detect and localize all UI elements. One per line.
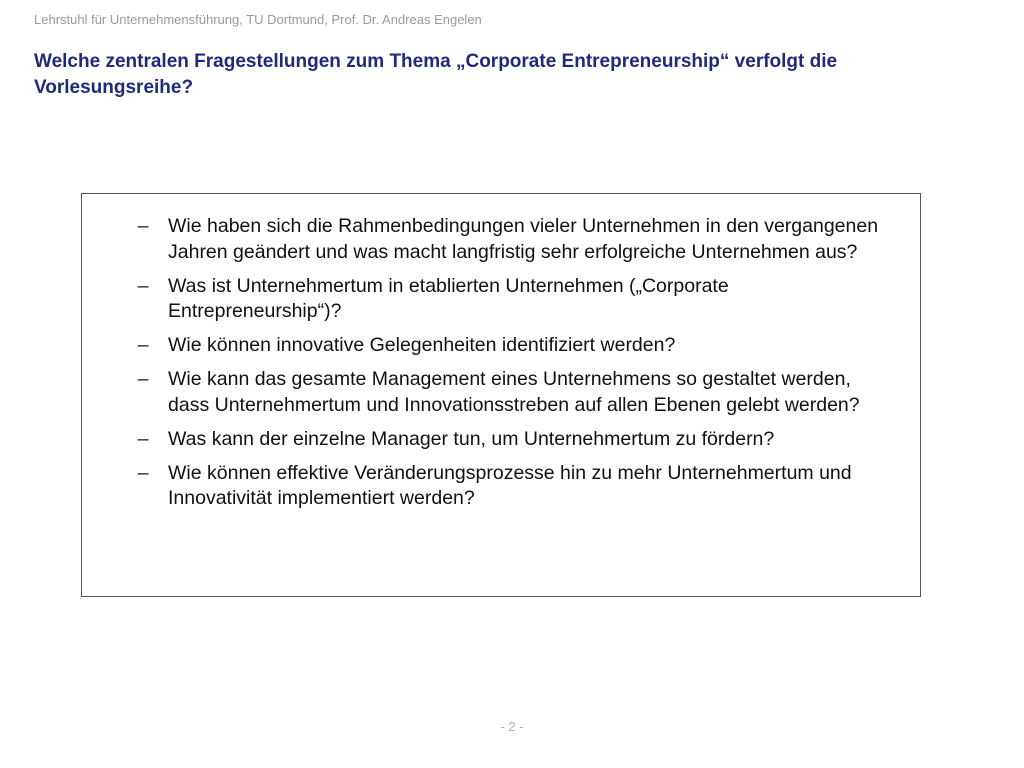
- dash-bullet-icon: –: [137, 368, 149, 390]
- question-text: Was kann der einzelne Manager tun, um Unternehmertum zu fördern?: [168, 427, 775, 450]
- list-item: [136, 427, 896, 453]
- list-item: [136, 333, 896, 359]
- question-text: Wie können effektive Veränderungsprozesse hin zu mehr Unternehmertum und Innovativität implementiert werden?: [168, 461, 852, 509]
- dash-bullet-icon: –: [137, 427, 149, 450]
- question-text: Wie kann das gesamte Management eines Unternehmens so gestaltet werden, dass Unternehmertum und Innovationsstreben auf allen Ebenen gelebt werden?: [168, 368, 860, 416]
- question-list: [136, 214, 896, 512]
- question-text: Wie können innovative Gelegenheiten identifiziert werden?: [168, 334, 676, 356]
- slide-title: Welche zentralen Fragestellungen zum Thema „Corporate Entrepreneurship“ verfolgt die Vorlesungsreihe?: [34, 51, 838, 98]
- dash-bullet-icon: –: [137, 461, 149, 484]
- dash-bullet-icon: –: [137, 334, 149, 356]
- questions-box: [81, 193, 921, 597]
- list-item: [136, 461, 896, 512]
- question-text: Was ist Unternehmertum in etablierten Unternehmen („Corporate Entrepreneurship“)?: [168, 274, 729, 322]
- dash-bullet-icon: –: [137, 215, 149, 237]
- list-item: [136, 367, 896, 418]
- chair-header: Lehrstuhl für Unternehmensführung, TU Dortmund, Prof. Dr. Andreas Engelen: [34, 12, 482, 27]
- page-number: - 2 -: [500, 719, 524, 734]
- question-text: Wie haben sich die Rahmenbedingungen vieler Unternehmen in den vergangenen Jahren geändert und was macht langfristig sehr erfolgreiche Unternehmen aus?: [168, 215, 879, 263]
- list-item: [136, 214, 896, 265]
- dash-bullet-icon: –: [137, 274, 149, 297]
- list-item: [136, 274, 896, 325]
